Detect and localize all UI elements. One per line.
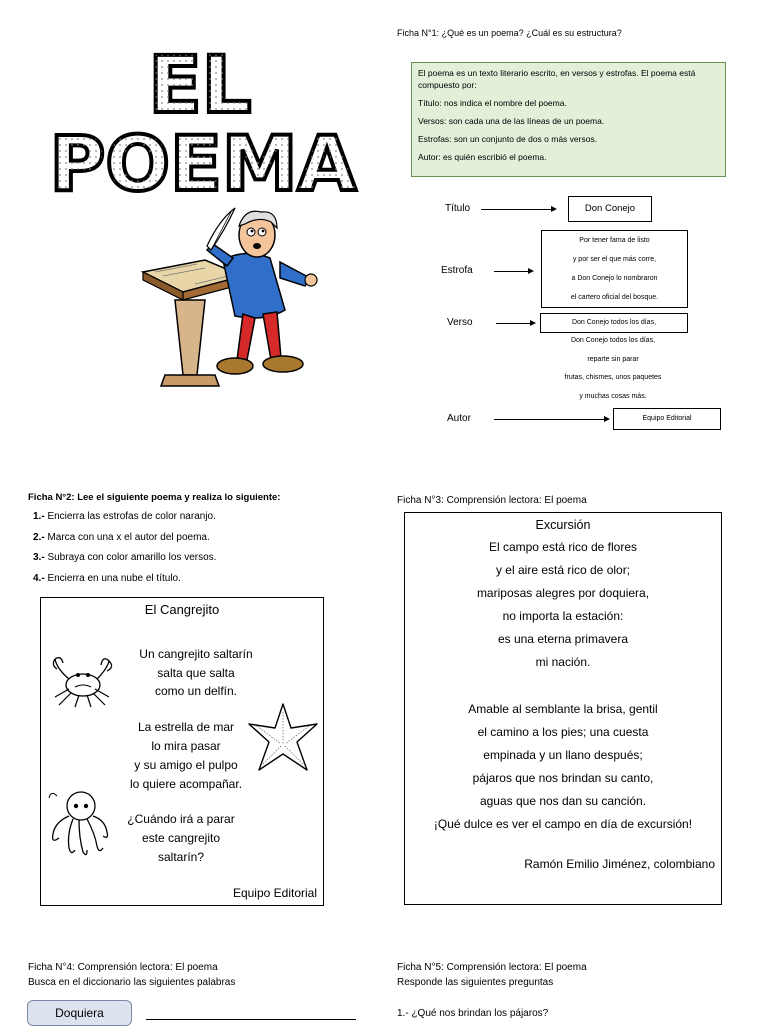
instruction-number: 1.- [33,511,45,522]
poem-verse: lo quiere acompañar. [129,777,243,791]
stanza1-verse: Por tener fama de listo [579,237,650,244]
instruction-text: . [178,572,181,584]
ficha4-subheading: Busca en el diccionario las siguientes palabras [28,977,236,988]
stanza1-verse: el cartero oficial del bosque. [570,294,659,301]
cover-title-line1: EL [148,41,252,131]
instruction-item [33,507,216,528]
poem-verse: mi nación. [535,655,591,669]
ficha1-definition-box [411,62,726,177]
ficha5-subheading: Responde las siguientes preguntas [397,977,554,988]
arrow-estrofa [494,271,528,272]
poem-verse: aguas que nos dan su canción. [479,794,647,808]
definition-titulo: Título: nos indica el nombre del poema. [418,98,567,108]
author-box [613,408,721,430]
verse-box [540,313,688,333]
excursion-stanza1 [405,536,721,674]
answer-line[interactable] [146,1019,356,1020]
instruction-text: de color naranjo. [138,511,216,522]
poem-verse: ¿Cuándo irá a parar [127,812,235,826]
poem-verse: La estrella de mar [137,720,235,734]
instruction-keyword: título [156,572,179,584]
stanza2-verse: Don Conejo todos los días, [570,337,656,344]
poem-verse: El campo está rico de flores [488,540,638,554]
instruction-number: 4.- [33,572,45,584]
cover-title-line2: POEMA [49,119,357,208]
ficha3-heading: Ficha N°3: Comprensión lectora: El poema [397,495,587,506]
poem-verse: y su amigo el pulpo [134,758,238,772]
poet-illustration [135,200,325,395]
poem-verse: saltarín? [157,850,205,864]
poem-verse: pájaros que nos brindan su canto, [472,771,654,785]
arrowhead-estrofa [528,268,534,274]
arrow-titulo [481,209,551,210]
excursion-stanza2 [405,698,721,836]
ficha4-heading: Ficha N°4: Comprensión lectora: El poema [28,962,218,973]
poem-verse: Un cangrejito saltarín [139,647,253,661]
ficha1-heading: Ficha N°1: ¿Qué es un poema? ¿Cuál es su estructura? [397,28,622,38]
octopus-illustration [47,788,113,860]
cangrejito-stanza1 [101,645,291,701]
instruction-text: . [213,552,217,563]
arrowhead-titulo [551,206,557,212]
poem-verse: salta que salta [157,665,235,680]
stanza2-lines [540,332,686,406]
word-label: Doquiera [55,1006,104,1020]
arrowhead-verso [530,320,536,326]
poem-verse: este cangrejito [141,831,221,845]
cover-title [45,40,365,210]
starfish-illustration [245,700,321,776]
label-verso: Verso [447,317,473,328]
poem-title: El Cangrejito [144,602,220,617]
definition-estrofas: Estrofas: son un conjunto de dos o más versos. [418,134,598,144]
title-box-text: Don Conejo [584,203,636,214]
title-box [568,196,652,222]
instruction-text: Encierra las [44,511,104,522]
instruction-item [33,569,216,590]
ficha2-heading: Ficha N°2: Lee el siguiente poema y realiza lo siguiente: [28,492,281,503]
poem-verse: es una eterna primavera [497,632,629,646]
label-titulo: Título [445,203,471,214]
stanza2-verse: reparte sin parar [587,355,639,363]
instruction-text: del poema. [157,531,210,543]
label-estrofa: Estrofa [441,265,473,276]
poem-verse: Amable al semblante la brisa, gentil [468,702,658,716]
instruction-keyword: estrofas [103,511,139,522]
stanza1-box [541,230,688,308]
instruction-text: Encierra en una nube el [44,572,157,584]
poem-verse: ¡Qué dulce es ver el campo en día de excursión! [433,817,693,831]
definition-intro: El poema es un texto literario escrito, en versos y estrofas. El poema está compuesto por: [418,68,696,90]
crab-illustration [49,653,117,711]
poem-title: Excursión [535,518,591,532]
definition-versos: Versos: son cada una de las líneas de un poema. [418,116,605,126]
instruction-text: Marca con una x el [44,531,135,543]
instruction-keyword: autor [134,531,158,543]
poem-verse: no importa la estación: [502,609,624,623]
poem-verse: lo mira pasar [151,739,221,753]
ficha2-instructions [33,507,216,589]
instruction-number: 3.- [33,552,45,563]
stanza1-verse: a Don Conejo lo nombraron [571,275,658,282]
word-box-doquiera [27,1000,132,1026]
instruction-item [33,548,216,569]
instruction-item [33,528,216,549]
arrow-verso [496,323,530,324]
poem-verse: como un delfín. [154,684,238,698]
cangrejito-stanza3 [91,810,271,867]
label-autor: Autor [447,413,471,424]
poem-verse: el camino a los pies; una cuesta [477,725,649,739]
verse-box-text: Don Conejo todos los días, [571,319,657,326]
arrow-autor [494,419,604,420]
poem-verse: y el aire está rico de olor; [495,563,631,577]
arrowhead-autor [604,416,610,422]
poem-verse: mariposas alegres por doquiera, [476,586,650,600]
stanza1-verse: y por ser el que más corre, [572,256,657,263]
ficha5-heading: Ficha N°5: Comprensión lectora: El poema [397,962,587,973]
stanza2-verse: y muchas cosas más. [579,392,647,400]
stanza2-verse: frutas, chismes, unos paquetes [564,374,662,381]
poem-author: Ramón Emilio Jiménez, colombiano [524,857,715,871]
cangrejito-poem-box [40,597,324,906]
instruction-text: Subraya con color amarillo los [44,552,185,563]
instruction-number: 2.- [33,531,45,543]
excursion-poem-box [404,512,722,905]
instruction-keyword: versos [184,552,214,563]
author-box-text: Equipo Editorial [642,415,692,422]
question-1: 1.- ¿Qué nos brindan los pájaros? [397,1008,549,1019]
definition-autor: Autor: es quién escribió el poema. [418,152,547,162]
poem-author: Equipo Editorial [232,886,317,900]
poem-verse: empinada y un llano después; [483,748,643,762]
